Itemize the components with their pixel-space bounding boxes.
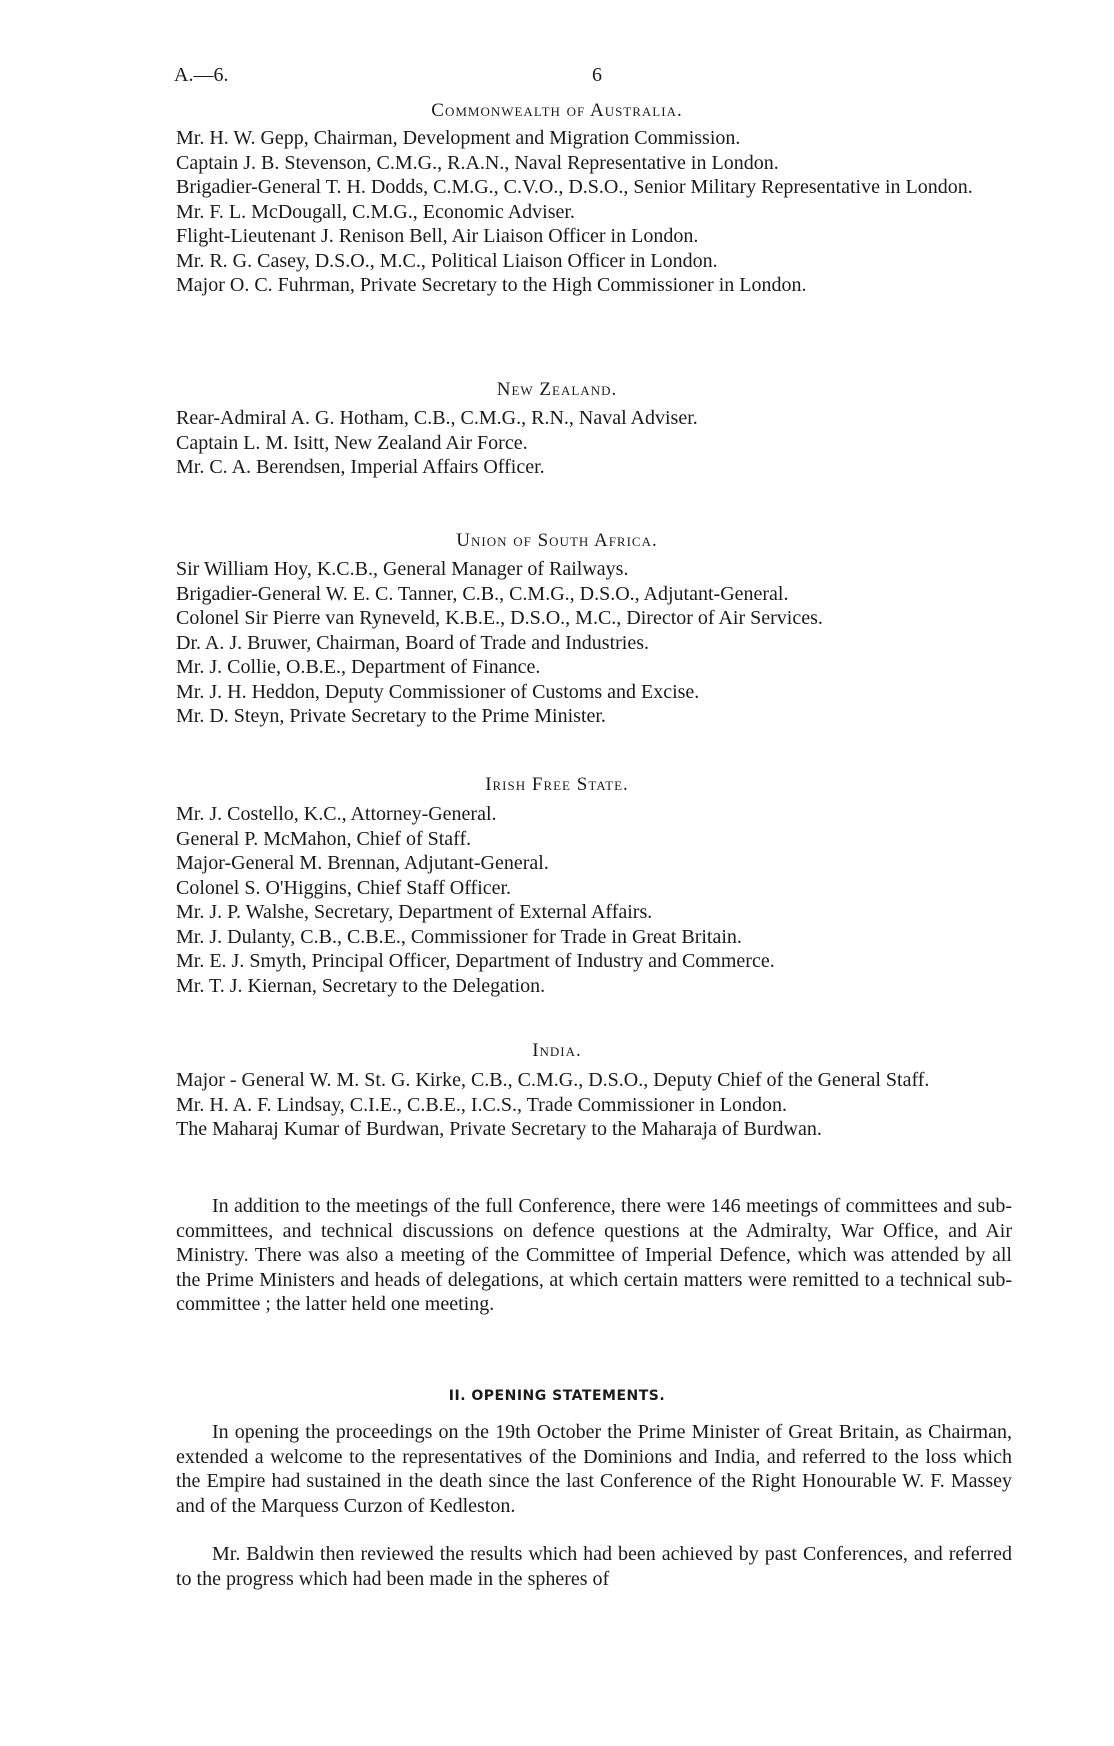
list-item: General P. McMahon, Chief of Staff. — [176, 827, 472, 850]
list-item: Flight-Lieutenant J. Renison Bell, Air Liaison Officer in London. — [176, 225, 699, 247]
list-item: Major-General M. Brennan, Adjutant-General. — [176, 852, 549, 874]
delegation-list-irish-free-state — [176, 802, 1006, 998]
delegation-list-india — [176, 1068, 1006, 1142]
opening-statements-heading: II. OPENING STATEMENTS. — [448, 1388, 666, 1404]
list-item: Major O. C. Fuhrman, Private Secretary to the High Commissioner in London. — [176, 274, 807, 296]
list-item: Captain J. B. Stevenson, C.M.G., R.A.N., Naval Representative in London. — [176, 151, 779, 174]
section-heading-new-zealand: New Zealand. — [496, 379, 618, 400]
section-heading-south-africa: Union of South Africa. — [456, 530, 658, 551]
list-item: Mr. J. P. Walshe, Secretary, Department of External Affairs. — [176, 901, 653, 923]
list-item: Mr. J. Collie, O.B.E., Department of Finance. — [176, 656, 541, 678]
list-item: Dr. A. J. Bruwer, Chairman, Board of Trade and Industries. — [176, 631, 650, 654]
section-heading-irish-free-state: Irish Free State. — [485, 774, 629, 795]
list-item: Colonel S. O'Higgins, Chief Staff Officer. — [176, 876, 512, 899]
opening-paragraph-2: Mr. Baldwin then reviewed the results which had been achieved by past Conferences, and referred to the progress which had been made in the spheres of — [176, 1543, 1012, 1590]
list-item: Colonel Sir Pierre van Ryneveld, K.B.E., D.S.O., M.C., Director of Air Services. — [176, 607, 823, 629]
list-item: Mr. J. H. Heddon, Deputy Commissioner of Customs and Excise. — [176, 680, 700, 703]
page-number: 6 — [592, 64, 602, 86]
section-heading-india: India. — [532, 1040, 582, 1061]
list-item: Sir William Hoy, K.C.B., General Manager of Railways. — [176, 558, 629, 580]
delegation-list-south-africa — [176, 557, 1006, 729]
list-item: Mr. H. W. Gepp, Chairman, Development and Migration Commission. — [176, 127, 741, 149]
committees-paragraph: In addition to the meetings of the full Conference, there were 146 meetings of committees and sub-committees, and technical discussions on defence questions at the Admiralty, War Office, and Air Ministry. There was also a meeting of the Committee of Imperial Defence, which was attended by all the Prime Ministers and heads of delegations, at which certain matters were remitted to a technical sub-committee ; the latter held one meeting. — [176, 1195, 1012, 1315]
list-item: Mr. R. G. Casey, D.S.O., M.C., Political Liaison Officer in London. — [176, 249, 718, 272]
list-item: Mr. H. A. F. Lindsay, C.I.E., C.B.E., I.C.S., Trade Commissioner in London. — [176, 1093, 788, 1116]
list-item: Rear-Admiral A. G. Hotham, C.B., C.M.G., R.N., Naval Adviser. — [176, 407, 698, 429]
list-item: Mr. E. J. Smyth, Principal Officer, Department of Industry and Commerce. — [176, 950, 775, 972]
list-item: Mr. F. L. McDougall, C.M.G., Economic Adviser. — [176, 200, 575, 223]
delegation-list-new-zealand — [176, 406, 1006, 480]
opening-paragraph-1: In opening the proceedings on the 19th October the Prime Minister of Great Britain, as Chairman, extended a welcome to the representatives of the Dominions and India, and referred to the loss which the Empire had sustained in the death since the last Conference of the Right Honourable W. F. Massey and of the Marquess Curzon of Kedleston. — [176, 1421, 1012, 1517]
list-item: Mr. T. J. Kiernan, Secretary to the Delegation. — [176, 974, 546, 997]
list-item: Captain L. M. Isitt, New Zealand Air Force. — [176, 431, 528, 454]
list-item: Mr. D. Steyn, Private Secretary to the Prime Minister. — [176, 705, 606, 727]
list-item: Brigadier-General T. H. Dodds, C.M.G., C.V.O., D.S.O., Senior Military Representative in London. — [176, 176, 973, 198]
list-item: Mr. J. Costello, K.C., Attorney-General. — [176, 803, 497, 825]
list-item: Mr. C. A. Berendsen, Imperial Affairs Officer. — [176, 456, 545, 478]
document-code: A.—6. — [174, 64, 229, 86]
list-item: Brigadier-General W. E. C. Tanner, C.B., C.M.G., D.S.O., Adjutant-General. — [176, 582, 789, 605]
delegation-list-australia — [176, 126, 1006, 298]
section-heading-australia: Commonwealth of Australia. — [431, 100, 683, 121]
list-item: Major - General W. M. St. G. Kirke, C.B., C.M.G., D.S.O., Deputy Chief of the General Staff. — [176, 1069, 930, 1091]
list-item: The Maharaj Kumar of Burdwan, Private Secretary to the Maharaja of Burdwan. — [176, 1118, 822, 1140]
list-item: Mr. J. Dulanty, C.B., C.B.E., Commissioner for Trade in Great Britain. — [176, 925, 742, 948]
